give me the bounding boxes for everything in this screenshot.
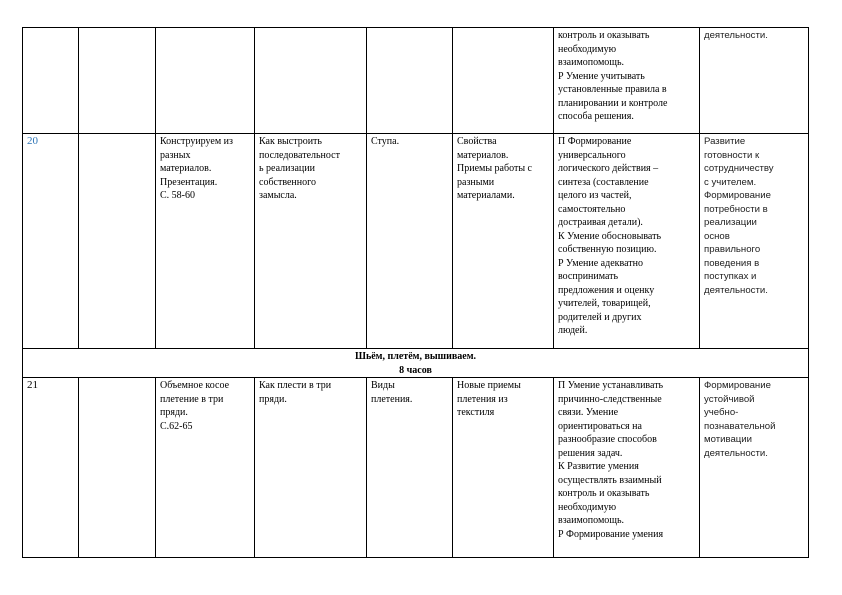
cell-text-line: ь реализации bbox=[259, 163, 315, 174]
cell-text-line: осуществлять взаимный bbox=[558, 474, 662, 486]
lesson-plan-table bbox=[22, 27, 809, 558]
cell-topic bbox=[156, 378, 255, 558]
cell-date bbox=[79, 28, 156, 134]
section-hours: 8 часов bbox=[399, 364, 432, 376]
cell-text-line: Как выстроить bbox=[259, 136, 322, 147]
cell-uud bbox=[554, 28, 700, 134]
cell-text-line: материалов. bbox=[160, 163, 212, 174]
cell-problem bbox=[255, 28, 367, 134]
table-row-lesson-20 bbox=[23, 134, 809, 349]
cell-text-line: плетения из bbox=[457, 393, 508, 405]
section-row bbox=[23, 349, 809, 378]
cell-text-line: плетение в три bbox=[160, 393, 224, 405]
cell-text-line: Р Умение адекватно bbox=[558, 257, 643, 269]
cell-number bbox=[23, 28, 79, 134]
cell-text-line: познавательной bbox=[704, 420, 776, 432]
cell-text-line: сотрудничеству bbox=[704, 163, 774, 174]
cell-date bbox=[79, 378, 156, 558]
cell-text-line: собственного bbox=[259, 176, 316, 188]
cell-text-line: причинно-следственные bbox=[558, 393, 662, 405]
cell-text-line: учебно- bbox=[704, 407, 739, 418]
cell-activity bbox=[453, 28, 554, 134]
section-header bbox=[23, 349, 809, 378]
cell-personal bbox=[700, 134, 809, 349]
cell-uud bbox=[554, 134, 700, 349]
cell-text-line: К Развитие умения bbox=[558, 461, 639, 472]
cell-text-line: материалов. bbox=[457, 149, 509, 161]
cell-text-line: устойчивой bbox=[704, 393, 755, 405]
cell-text-line: ориентироваться на bbox=[558, 420, 642, 432]
cell-text-line: родителей и других bbox=[558, 311, 642, 323]
cell-text-line: Презентация. bbox=[160, 176, 218, 188]
lesson-number: 20 bbox=[23, 134, 79, 349]
cell-text-line: взаимопомощь. bbox=[558, 57, 625, 68]
cell-text-line: деятельности. bbox=[704, 447, 768, 459]
cell-text-line: способа решения. bbox=[558, 111, 634, 122]
cell-text-line: К Умение обосновывать bbox=[558, 230, 662, 242]
cell-topic bbox=[156, 28, 255, 134]
cell-text-line: необходимую bbox=[558, 43, 617, 55]
cell-activity bbox=[453, 134, 554, 349]
cell-text-line: планировании и контроле bbox=[558, 97, 668, 109]
cell-text-line: взаимопомощь. bbox=[558, 515, 625, 526]
cell-text-line: Новые приемы bbox=[457, 380, 521, 391]
cell-text-line: пряди. bbox=[160, 407, 188, 418]
cell-text-line: Формирование bbox=[704, 190, 771, 201]
cell-text-line: Формирование bbox=[704, 380, 771, 391]
cell-text-line: правильного bbox=[704, 244, 761, 255]
table-row-continued bbox=[23, 28, 809, 134]
cell-text-line: деятельности. bbox=[704, 284, 768, 296]
cell-text-line: П Формирование bbox=[558, 136, 632, 147]
cell-text-line: логического действия – bbox=[558, 163, 659, 174]
cell-uud bbox=[554, 378, 700, 558]
cell-date bbox=[79, 134, 156, 349]
cell-text-line: Развитие bbox=[704, 136, 746, 147]
cell-personal bbox=[700, 28, 809, 134]
cell-text-line: поступках и bbox=[704, 271, 757, 282]
cell-text-line: с учителем. bbox=[704, 176, 757, 188]
cell-text-line: целого из частей, bbox=[558, 190, 632, 201]
cell-personal bbox=[700, 378, 809, 558]
cell-text-line: потребности в bbox=[704, 203, 768, 215]
cell-text-line: Как плести в три bbox=[259, 380, 332, 391]
cell-text-line: связи. Умение bbox=[558, 407, 619, 418]
cell-text-line: П Умение устанавливать bbox=[558, 380, 664, 391]
cell-problem bbox=[255, 134, 367, 349]
cell-text-line: контроль и оказывать bbox=[558, 30, 650, 41]
cell-text-line: плетения. bbox=[371, 393, 413, 405]
cell-text-line: необходимую bbox=[558, 501, 617, 513]
cell-text-line: текстиля bbox=[457, 407, 495, 418]
cell-text-line: Приемы работы с bbox=[457, 163, 532, 174]
cell-text-line: универсального bbox=[558, 149, 626, 161]
cell-text-line: установленные правила в bbox=[558, 84, 667, 95]
cell-text-line: предложения и оценку bbox=[558, 284, 655, 296]
cell-concepts: Ступа. bbox=[367, 134, 453, 349]
cell-text-line: мотивации bbox=[704, 434, 753, 445]
cell-text-line: решения задач. bbox=[558, 447, 623, 459]
cell-text-line: разнообразие способов bbox=[558, 434, 657, 445]
cell-text-line: пряди. bbox=[259, 393, 287, 405]
cell-text-line: воспринимать bbox=[558, 271, 619, 282]
cell-text-line: достраивая детали). bbox=[558, 217, 643, 228]
cell-text-line: учителей, товарищей, bbox=[558, 298, 651, 309]
cell-topic bbox=[156, 134, 255, 349]
cell-text-line: деятельности. bbox=[704, 30, 768, 41]
cell-text-line: людей. bbox=[558, 325, 588, 336]
cell-text-line: С. 58-60 bbox=[160, 190, 195, 201]
cell-text-line: основ bbox=[704, 230, 730, 242]
cell-text-line: замысла. bbox=[259, 190, 297, 201]
cell-concepts bbox=[367, 28, 453, 134]
table-row-lesson-21 bbox=[23, 378, 809, 558]
cell-text-line: Объемное косое bbox=[160, 380, 230, 391]
cell-text-line: материалами. bbox=[457, 190, 515, 201]
cell-text-line: С.62-65 bbox=[160, 420, 193, 432]
cell-text-line: готовности к bbox=[704, 149, 760, 161]
cell-text-line: последовательност bbox=[259, 149, 340, 161]
lesson-number: 21 bbox=[23, 378, 79, 558]
cell-text-line: Свойства bbox=[457, 136, 497, 147]
cell-text-line: Виды bbox=[371, 380, 395, 391]
cell-text-line: синтеза (составление bbox=[558, 176, 649, 188]
cell-problem bbox=[255, 378, 367, 558]
cell-text-line: реализации bbox=[704, 217, 757, 228]
cell-text-line: самостоятельно bbox=[558, 203, 626, 215]
cell-text-line: собственную позицию. bbox=[558, 244, 657, 255]
cell-text-line: разными bbox=[457, 176, 495, 188]
cell-text-line: разных bbox=[160, 149, 191, 161]
cell-activity bbox=[453, 378, 554, 558]
cell-concepts bbox=[367, 378, 453, 558]
cell-text-line: поведения в bbox=[704, 257, 760, 269]
section-title: Шьём, плетём, вышиваем. bbox=[354, 351, 477, 362]
cell-text-line: контроль и оказывать bbox=[558, 488, 650, 499]
cell-text-line: Р Умение учитывать bbox=[558, 70, 645, 82]
cell-text-line: Конструируем из bbox=[160, 136, 233, 147]
cell-text-line: Р Формирование умения bbox=[558, 528, 664, 540]
